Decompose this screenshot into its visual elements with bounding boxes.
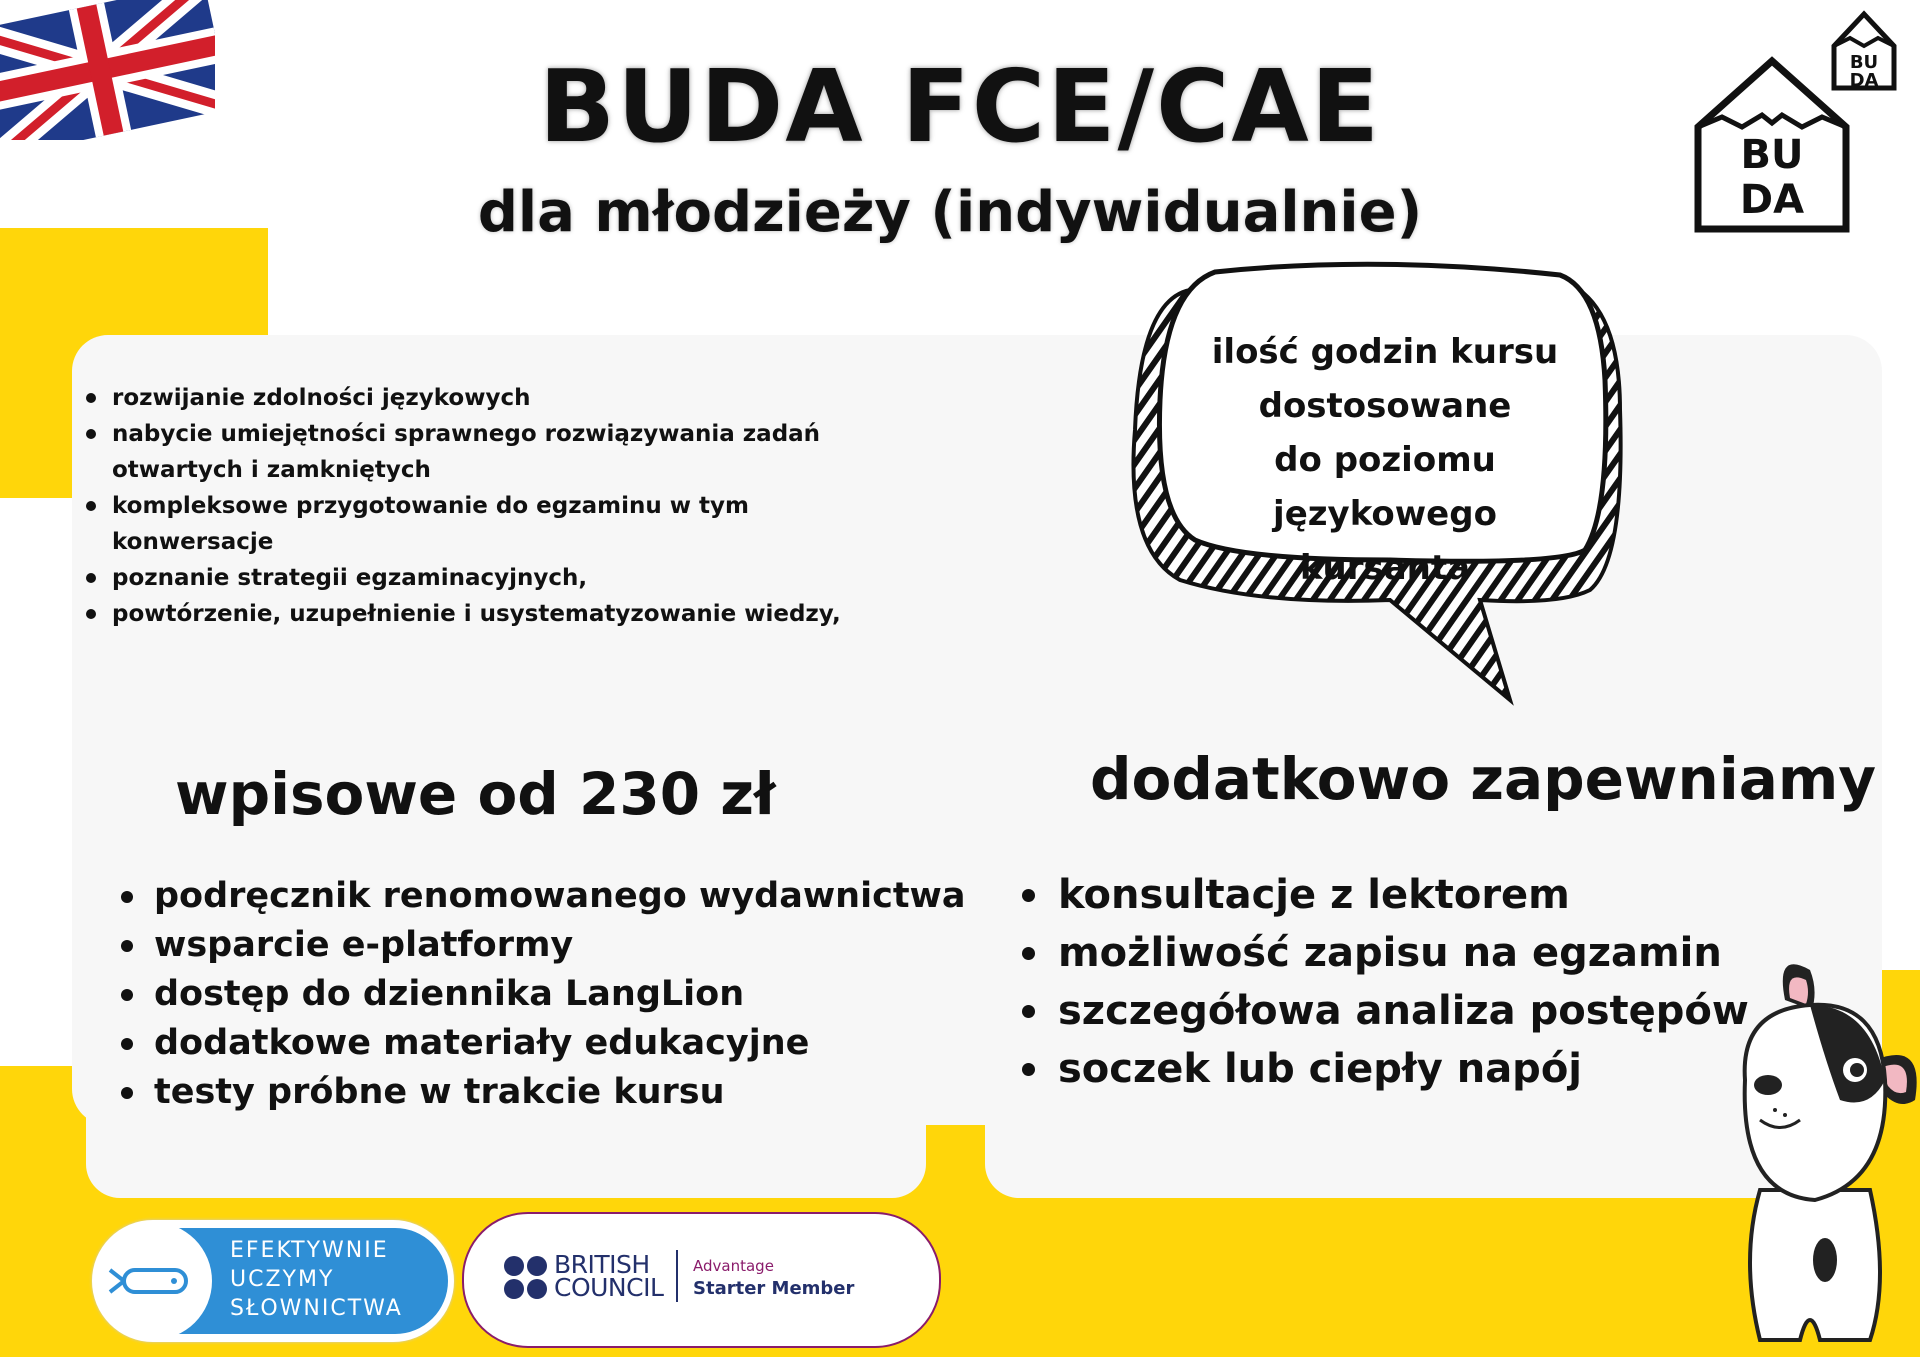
vocab-icon-circle [94, 1222, 212, 1340]
bubble-line: do poziomu językowego [1273, 440, 1497, 534]
vocab-line: UCZYMY [230, 1267, 335, 1292]
vocab-line: EFEKTYWNIE [230, 1238, 389, 1263]
list-item: kompleksowe przygotowanie do egzaminu w tym konwersacje [112, 488, 872, 560]
page-subtitle: dla młodzieży (indywidualnie) [477, 180, 1423, 245]
list-item: konsultacje z lektorem [1058, 866, 1749, 924]
logo-line2: DA [1739, 177, 1805, 223]
logo-small-line1: BU [1849, 52, 1879, 73]
list-item: podręcznik renomowanego wydawnictwa [154, 872, 966, 921]
list-item: dostęp do dziennika LangLion [154, 970, 966, 1019]
list-item: rozwijanie zdolności językowych [112, 380, 872, 416]
divider [676, 1250, 678, 1302]
vocab-badge-text [230, 1236, 403, 1323]
bc-name-line: BRITISH [554, 1250, 650, 1279]
page-title: BUDA FCE/CAE [538, 48, 1382, 165]
extras-heading: dodatkowo zapewniamy [1090, 745, 1877, 813]
bubble-line: kursanta [1299, 548, 1471, 588]
vocab-line: SŁOWNICTWA [230, 1296, 403, 1321]
british-council-name [554, 1250, 664, 1302]
logo-small-line2: DA [1849, 70, 1879, 91]
list-item: dodatkowe materiały edukacyjne [154, 1019, 966, 1068]
dog-illustration-icon [1700, 960, 1920, 1357]
extras-list [1058, 866, 1749, 1098]
list-item: powtórzenie, uzupełnienie i usystematyzowanie wiedzy, [112, 596, 872, 632]
british-council-dots-icon [503, 1255, 549, 1301]
fee-heading: wpisowe od 230 zł [175, 760, 776, 828]
bc-member: Starter Member [693, 1278, 855, 1299]
list-item: nabycie umiejętności sprawnego rozwiązywania zadań otwartych i zamkniętych [112, 416, 872, 488]
list-item: szczegółowa analiza postępów [1058, 982, 1749, 1040]
bc-name-line: COUNCIL [554, 1273, 664, 1302]
list-item: poznanie strategii egzaminacyjnych, [112, 560, 872, 596]
course-goals-list [112, 380, 872, 632]
fee-includes-list [154, 872, 966, 1117]
fish-icon [94, 1222, 212, 1340]
bubble-line: dostosowane [1258, 386, 1512, 426]
list-item: testy próbne w trakcie kursu [154, 1068, 966, 1117]
list-item: soczek lub ciepły napój [1058, 1040, 1749, 1098]
list-item: możliwość zapisu na egzamin [1058, 924, 1749, 982]
logo-line1: BU [1740, 132, 1804, 178]
bubble-line: ilość godzin kursu [1211, 332, 1559, 372]
list-item: wsparcie e-platformy [154, 921, 966, 970]
bc-tier: Advantage [693, 1257, 774, 1275]
speech-bubble-text [1160, 325, 1610, 595]
